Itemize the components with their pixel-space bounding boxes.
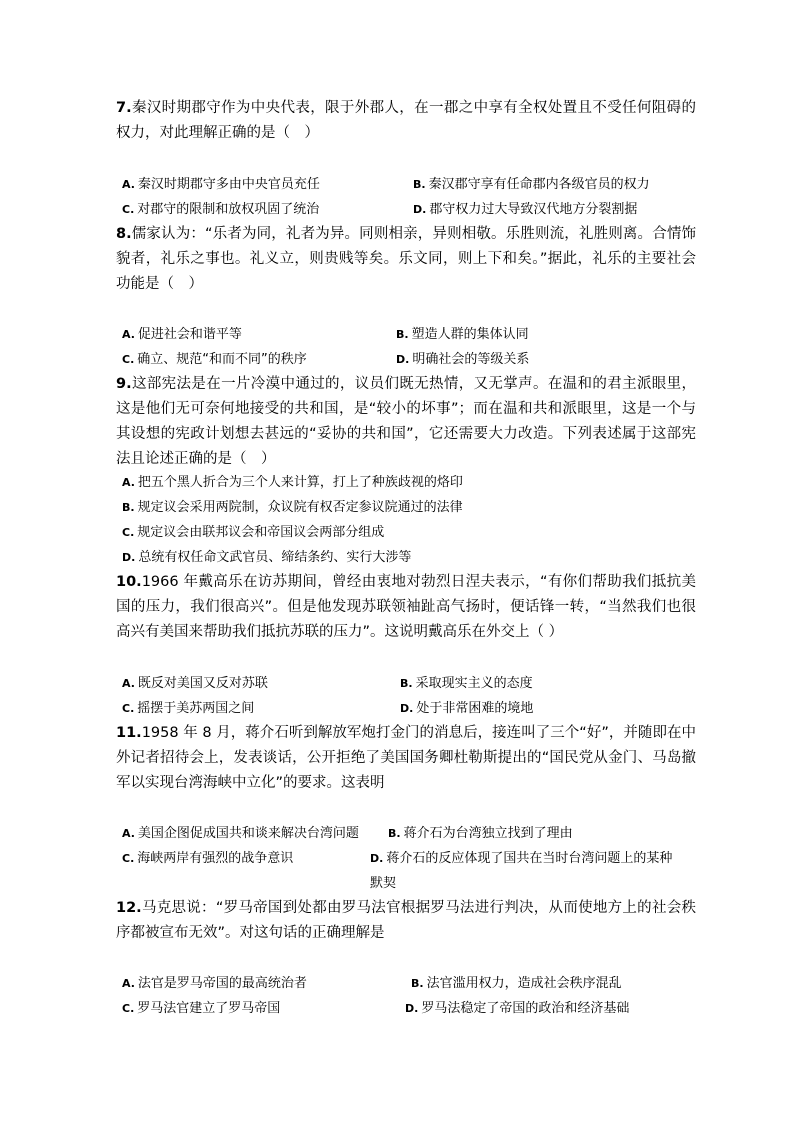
option-letter: D. [122, 551, 136, 564]
option-text: 法官是罗马帝国的最高统治者 [137, 976, 307, 991]
option-letter: A. [122, 677, 135, 690]
option-text: 明确社会的等级关系 [412, 352, 530, 367]
question-8 [116, 222, 696, 297]
option-b[interactable] [413, 172, 650, 197]
question-text: 这部宪法是在一片冷漠中通过的，议员们既无热情，又无掌声。在温和的君主派眼里，这是他们无可奈何地接受的共和国，是“较小的坏事”；而在温和共和派眼里，这是一个与其设想的宪政计划想去甚远的“妥协的共和国”，它还需要大力改造。下列表述属于这部宪法且论述正确的是（ ） [116, 376, 696, 467]
option-text: 确立、规范“和而不同”的秩序 [137, 352, 307, 367]
option-b[interactable] [396, 322, 529, 347]
option-letter: C. [122, 852, 135, 865]
option-text: 规定议会由联邦议会和帝国议会两部分组成 [137, 525, 385, 540]
option-letter: B. [396, 328, 409, 341]
question-text: 马克思说：“罗马帝国到处都由罗马法官根据罗马法进行判决，从而使地方上的社会秩序都被宣布无效”。对这句话的正确理解是 [116, 900, 696, 941]
question-number: 8. [116, 226, 132, 242]
question-11 [116, 721, 696, 796]
option-a[interactable] [122, 971, 307, 996]
option-text: 对郡守的限制和放权巩固了统治 [137, 202, 320, 217]
question-text: 1958 年 8 月，蒋介石听到解放军炮打金门的消息后，接连叫了三个“好”，并随即在中外记者招待会上，发表谈话，公开拒绝了美国国务卿杜勒斯提出的“国民党从金门、马岛撤军以实现台湾海峡中立化”的要求。这表明 [116, 725, 696, 791]
question-stem [116, 721, 696, 796]
option-letter: B. [122, 501, 135, 514]
question-9 [116, 372, 696, 472]
option-d[interactable] [413, 197, 637, 222]
option-letter: A. [122, 476, 135, 489]
option-letter: B. [411, 977, 424, 990]
question-number: 12. [116, 900, 142, 916]
question-stem [116, 222, 696, 297]
option-letter: D. [370, 852, 384, 865]
option-text: 秦汉郡守享有任命郡内各级官员的权力 [428, 177, 650, 192]
question-text: 1966 年戴高乐在访苏期间，曾经由衷地对勃烈日涅夫表示，“有你们帮助我们抵抗美国的压力，我们很高兴”。但是他发现苏联领袖趾高气扬时，便话锋一转，“当然我们也很高兴有美国来帮助我们抵抗苏联的压力”。这说明戴高乐在外交上（ ） [116, 574, 696, 640]
question-stem [116, 896, 696, 946]
option-letter: A. [122, 827, 135, 840]
option-text: 蒋介石的反应体现了国共在当时台湾问题上的某种默契 [370, 851, 673, 891]
option-text: 摇摆于美苏两国之间 [137, 701, 255, 716]
question-12 [116, 896, 696, 946]
option-letter: C. [122, 353, 135, 366]
option-c[interactable] [122, 846, 293, 871]
option-text: 采取现实主义的态度 [415, 676, 533, 691]
question-7 [116, 96, 696, 146]
option-text: 罗马法官建立了罗马帝国 [137, 1001, 281, 1016]
option-d[interactable] [370, 846, 680, 896]
option-a[interactable] [122, 821, 359, 846]
option-text: 罗马法稳定了帝国的政治和经济基础 [421, 1001, 630, 1016]
option-a[interactable] [122, 322, 242, 347]
option-letter: A. [122, 977, 135, 990]
question-number: 9. [116, 376, 132, 392]
option-letter: B. [400, 677, 413, 690]
option-letter: C. [122, 526, 135, 539]
option-text: 美国企图促成国共和谈来解决台湾问题 [137, 826, 359, 841]
option-text: 塑造人群的集体认同 [411, 327, 529, 342]
option-text: 促进社会和谐平等 [137, 327, 242, 342]
question-number: 7. [116, 100, 132, 116]
option-c[interactable] [122, 347, 307, 372]
option-c[interactable] [122, 197, 319, 222]
option-letter: A. [122, 178, 135, 191]
option-text: 秦汉时期郡守多由中央官员充任 [137, 177, 320, 192]
option-letter: C. [122, 203, 135, 216]
option-text: 处于非常困难的境地 [416, 701, 534, 716]
option-c[interactable] [122, 996, 280, 1021]
option-d[interactable] [122, 545, 411, 570]
question-text: 儒家认为：“乐者为同，礼者为异。同则相亲，异则相敬。乐胜则流，礼胜则离。合情饰貌者，礼乐之事也。礼义立，则贵贱等矣。乐文同，则上下和矣。”据此，礼乐的主要社会功能是（ ） [116, 226, 696, 292]
option-letter: C. [122, 1002, 135, 1015]
option-c[interactable] [122, 520, 384, 545]
option-text: 郡守权力过大导致汉代地方分裂割据 [429, 202, 638, 217]
option-letter: A. [122, 328, 135, 341]
option-b[interactable] [388, 821, 573, 846]
option-c[interactable] [122, 696, 254, 721]
option-letter: B. [413, 178, 426, 191]
option-text: 蒋介石为台湾独立找到了理由 [403, 826, 573, 841]
question-stem [116, 372, 696, 472]
question-text: 秦汉时期郡守作为中央代表，限于外郡人，在一郡之中享有全权处置且不受任何阻碍的权力，对此理解正确的是（ ） [116, 100, 696, 141]
option-text: 总统有权任命文武官员、缔结条约、实行大涉等 [138, 550, 412, 565]
question-number: 10. [116, 574, 142, 590]
option-a[interactable] [122, 470, 463, 495]
option-d[interactable] [405, 996, 629, 1021]
option-text: 把五个黑人折合为三个人来计算，打上了种族歧视的烙印 [137, 475, 463, 490]
option-text: 法官滥用权力，造成社会秩序混乱 [426, 976, 622, 991]
option-letter: D. [400, 702, 414, 715]
option-b[interactable] [400, 671, 533, 696]
option-letter: B. [388, 827, 401, 840]
question-10 [116, 570, 696, 645]
option-d[interactable] [400, 696, 533, 721]
option-d[interactable] [396, 347, 529, 372]
option-letter: C. [122, 702, 135, 715]
option-a[interactable] [122, 172, 320, 197]
option-letter: D. [396, 353, 410, 366]
option-b[interactable] [122, 495, 463, 520]
option-letter: D. [405, 1002, 419, 1015]
question-number: 11. [116, 725, 142, 741]
question-stem [116, 570, 696, 645]
question-stem [116, 96, 696, 146]
option-text: 海峡两岸有强烈的战争意识 [137, 851, 294, 866]
option-letter: D. [413, 203, 427, 216]
option-text: 规定议会采用两院制，众议院有权否定参议院通过的法律 [137, 500, 463, 515]
option-b[interactable] [411, 971, 622, 996]
option-text: 既反对美国又反对苏联 [137, 676, 268, 691]
option-a[interactable] [122, 671, 268, 696]
